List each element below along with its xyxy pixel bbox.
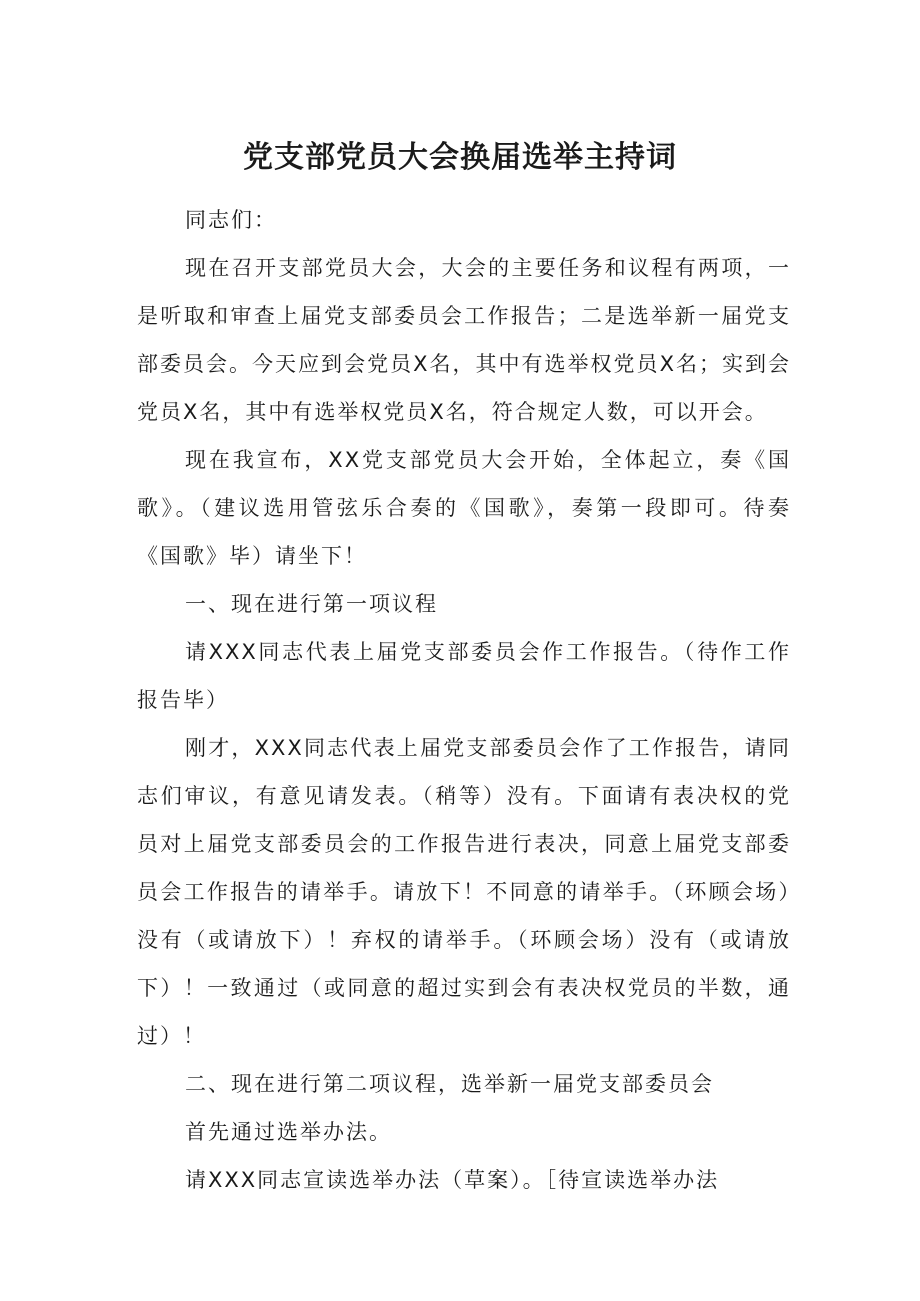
paragraph-vote: 刚才，XXX同志代表上届党支部委员会作了工作报告，请同志们审议，有意见请发表。（稍等）没有。下面请有表决权的党员对上届党支部委员会的工作报告进行表决，同意上届党支部委员会工作报告的请举手。请放下！不同意的请举手。（环顾会场）没有（或请放下）！弃权的请举手。（环顾会场）没有（或请放下）！一致通过（或同意的超过实到会有表决权党员的半数，通过）！ (137, 736, 791, 1048)
document-body (137, 196, 791, 1204)
agenda-item-one-heading: 一、现在进行第一项议程 (185, 592, 438, 616)
paragraph-anthem: 现在我宣布，XX党支部党员大会开始，全体起立，奏《国歌》。（建议选用管弦乐合奏的《国歌》，奏第一段即可。待奏《国歌》毕）请坐下！ (137, 448, 791, 568)
paragraph-work-report: 请XXX同志代表上届党支部委员会作工作报告。（待作工作报告毕） (137, 640, 791, 712)
document-title: 党支部党员大会换届选举主持词 (243, 140, 677, 175)
paragraph-election-method: 首先通过选举办法。 (185, 1120, 392, 1144)
agenda-item-two-heading: 二、现在进行第二项议程，选举新一届党支部委员会 (185, 1072, 714, 1096)
paragraph-opening: 现在召开支部党员大会，大会的主要任务和议程有两项，一是听取和审查上届党支部委员会工作报告；二是选举新一届党支部委员会。今天应到会党员X名，其中有选举权党员X名；实到会党员X名，其中有选举权党员X名，符合规定人数，可以开会。 (137, 256, 791, 424)
paragraph-read-draft: 请XXX同志宣读选举办法（草案）。［待宣读选举办法 (185, 1168, 720, 1192)
paragraph-greeting: 同志们： (185, 208, 277, 232)
